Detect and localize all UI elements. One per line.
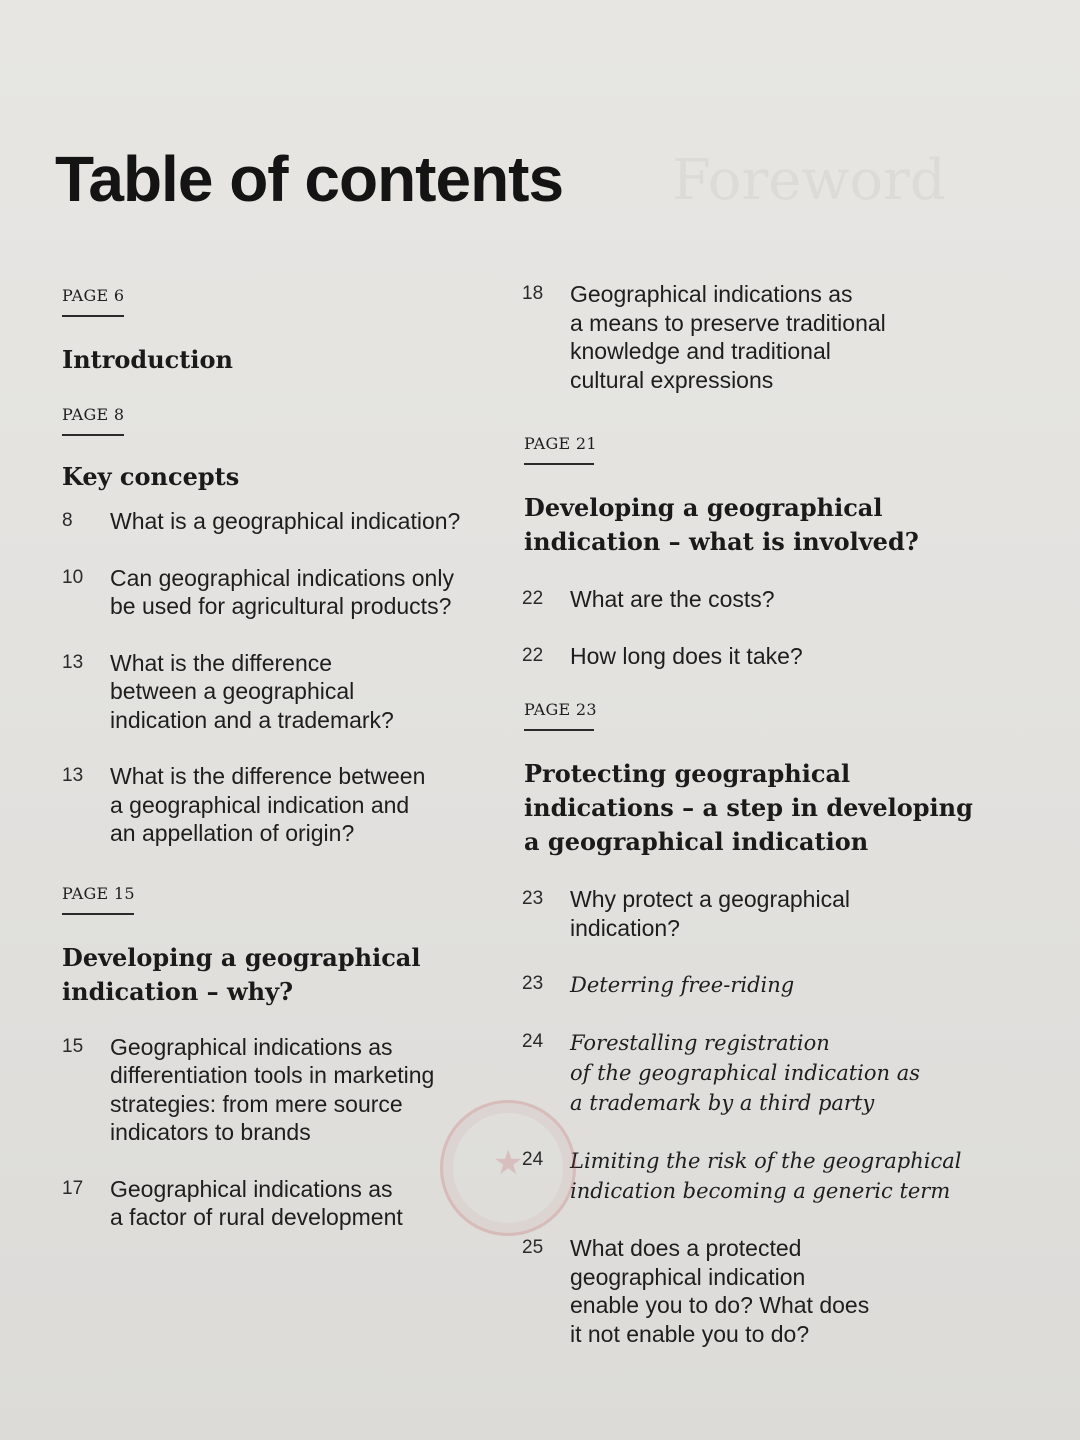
toc-section xyxy=(62,286,522,377)
show-through-text xyxy=(672,148,946,213)
toc-entry[interactable] xyxy=(522,970,992,1000)
entry-title: Geographical indications as a means to preserve traditional knowledge and traditional cultural expressions xyxy=(570,281,886,393)
entry-page-number: 24 xyxy=(522,1149,544,1170)
entry-title: Geographical indications as a factor of rural development xyxy=(110,1175,403,1230)
entry-page-number: 23 xyxy=(522,888,544,909)
entry-page-number: 23 xyxy=(522,973,544,994)
toc-section xyxy=(522,434,992,670)
section-title: Developing a geographical indication – why? xyxy=(62,942,421,1006)
toc-entry[interactable] xyxy=(522,1234,992,1348)
toc-entry[interactable] xyxy=(522,885,992,942)
section-page-label: PAGE 21 xyxy=(524,434,597,453)
section-rule xyxy=(62,434,124,436)
star-icon: ★ xyxy=(493,1144,524,1182)
entry-title: Forestalling registration of the geographical indication as a trademark by a third party xyxy=(570,1031,921,1115)
toc-entry[interactable] xyxy=(522,280,992,394)
toc-entry[interactable] xyxy=(522,642,992,671)
toc-right-column xyxy=(522,280,992,1348)
entry-title: Geographical indications as differentiation tools in marketing strategies: from mere source indicators to brands xyxy=(110,1033,435,1145)
entry-page-number: 22 xyxy=(522,588,544,609)
entry-title: What is a geographical indication? xyxy=(110,508,461,534)
toc-left-column xyxy=(62,286,522,1232)
entry-page-number: 8 xyxy=(62,510,73,531)
section-rule xyxy=(62,913,134,915)
toc-entry[interactable] xyxy=(522,1146,992,1206)
section-page-label: PAGE 23 xyxy=(524,700,597,719)
entry-page-number: 15 xyxy=(62,1035,84,1057)
toc-entry[interactable] xyxy=(522,1028,992,1118)
entry-title: How long does it take? xyxy=(570,642,803,669)
section-title: Key concepts xyxy=(62,462,240,491)
entry-title: Why protect a geographical indication? xyxy=(570,886,850,941)
toc-section xyxy=(62,405,522,848)
section-page-label: PAGE 15 xyxy=(62,883,135,903)
section-title: Introduction xyxy=(62,345,233,374)
entry-page-number: 25 xyxy=(522,1237,544,1258)
toc-entry[interactable] xyxy=(62,649,522,735)
entry-title: What are the costs? xyxy=(570,586,775,612)
entry-page-number: 13 xyxy=(62,765,84,786)
section-rule xyxy=(524,729,594,731)
section-title: Developing a geographical indication – what is involved? xyxy=(524,493,919,556)
toc-entry[interactable] xyxy=(522,585,992,614)
toc-entry[interactable] xyxy=(62,762,522,848)
section-title: Protecting geographical indications – a step in developing a geographical indication xyxy=(524,759,973,856)
page-title: Table of contents xyxy=(55,143,564,215)
entry-page-number: 13 xyxy=(62,651,84,673)
toc-entry[interactable] xyxy=(62,564,522,621)
entry-title: Deterring free-riding xyxy=(570,973,795,997)
entry-title: What is the difference between a geographical indication and an appellation of origin? xyxy=(110,763,426,846)
entry-title: Can geographical indications only be used for agricultural products? xyxy=(110,564,454,619)
entry-title: What is the difference between a geographical indication and a trademark? xyxy=(110,649,394,733)
toc-entry[interactable] xyxy=(62,507,522,536)
entry-page-number: 18 xyxy=(522,283,544,304)
entry-page-number: 22 xyxy=(522,644,544,666)
section-rule xyxy=(524,463,594,465)
entry-page-number: 17 xyxy=(62,1177,84,1199)
library-stamp xyxy=(440,1100,576,1236)
toc-section xyxy=(522,700,992,1348)
section-page-label: PAGE 6 xyxy=(62,286,125,305)
entry-page-number: 24 xyxy=(522,1031,544,1052)
entry-title: What does a protected geographical indication enable you to do? What does it not enable you to do? xyxy=(570,1235,870,1347)
entry-title: Limiting the risk of the geographical indication becoming a generic term xyxy=(570,1149,962,1203)
entry-page-number: 10 xyxy=(62,566,84,588)
section-page-label: PAGE 8 xyxy=(62,405,125,424)
section-rule xyxy=(62,315,124,317)
